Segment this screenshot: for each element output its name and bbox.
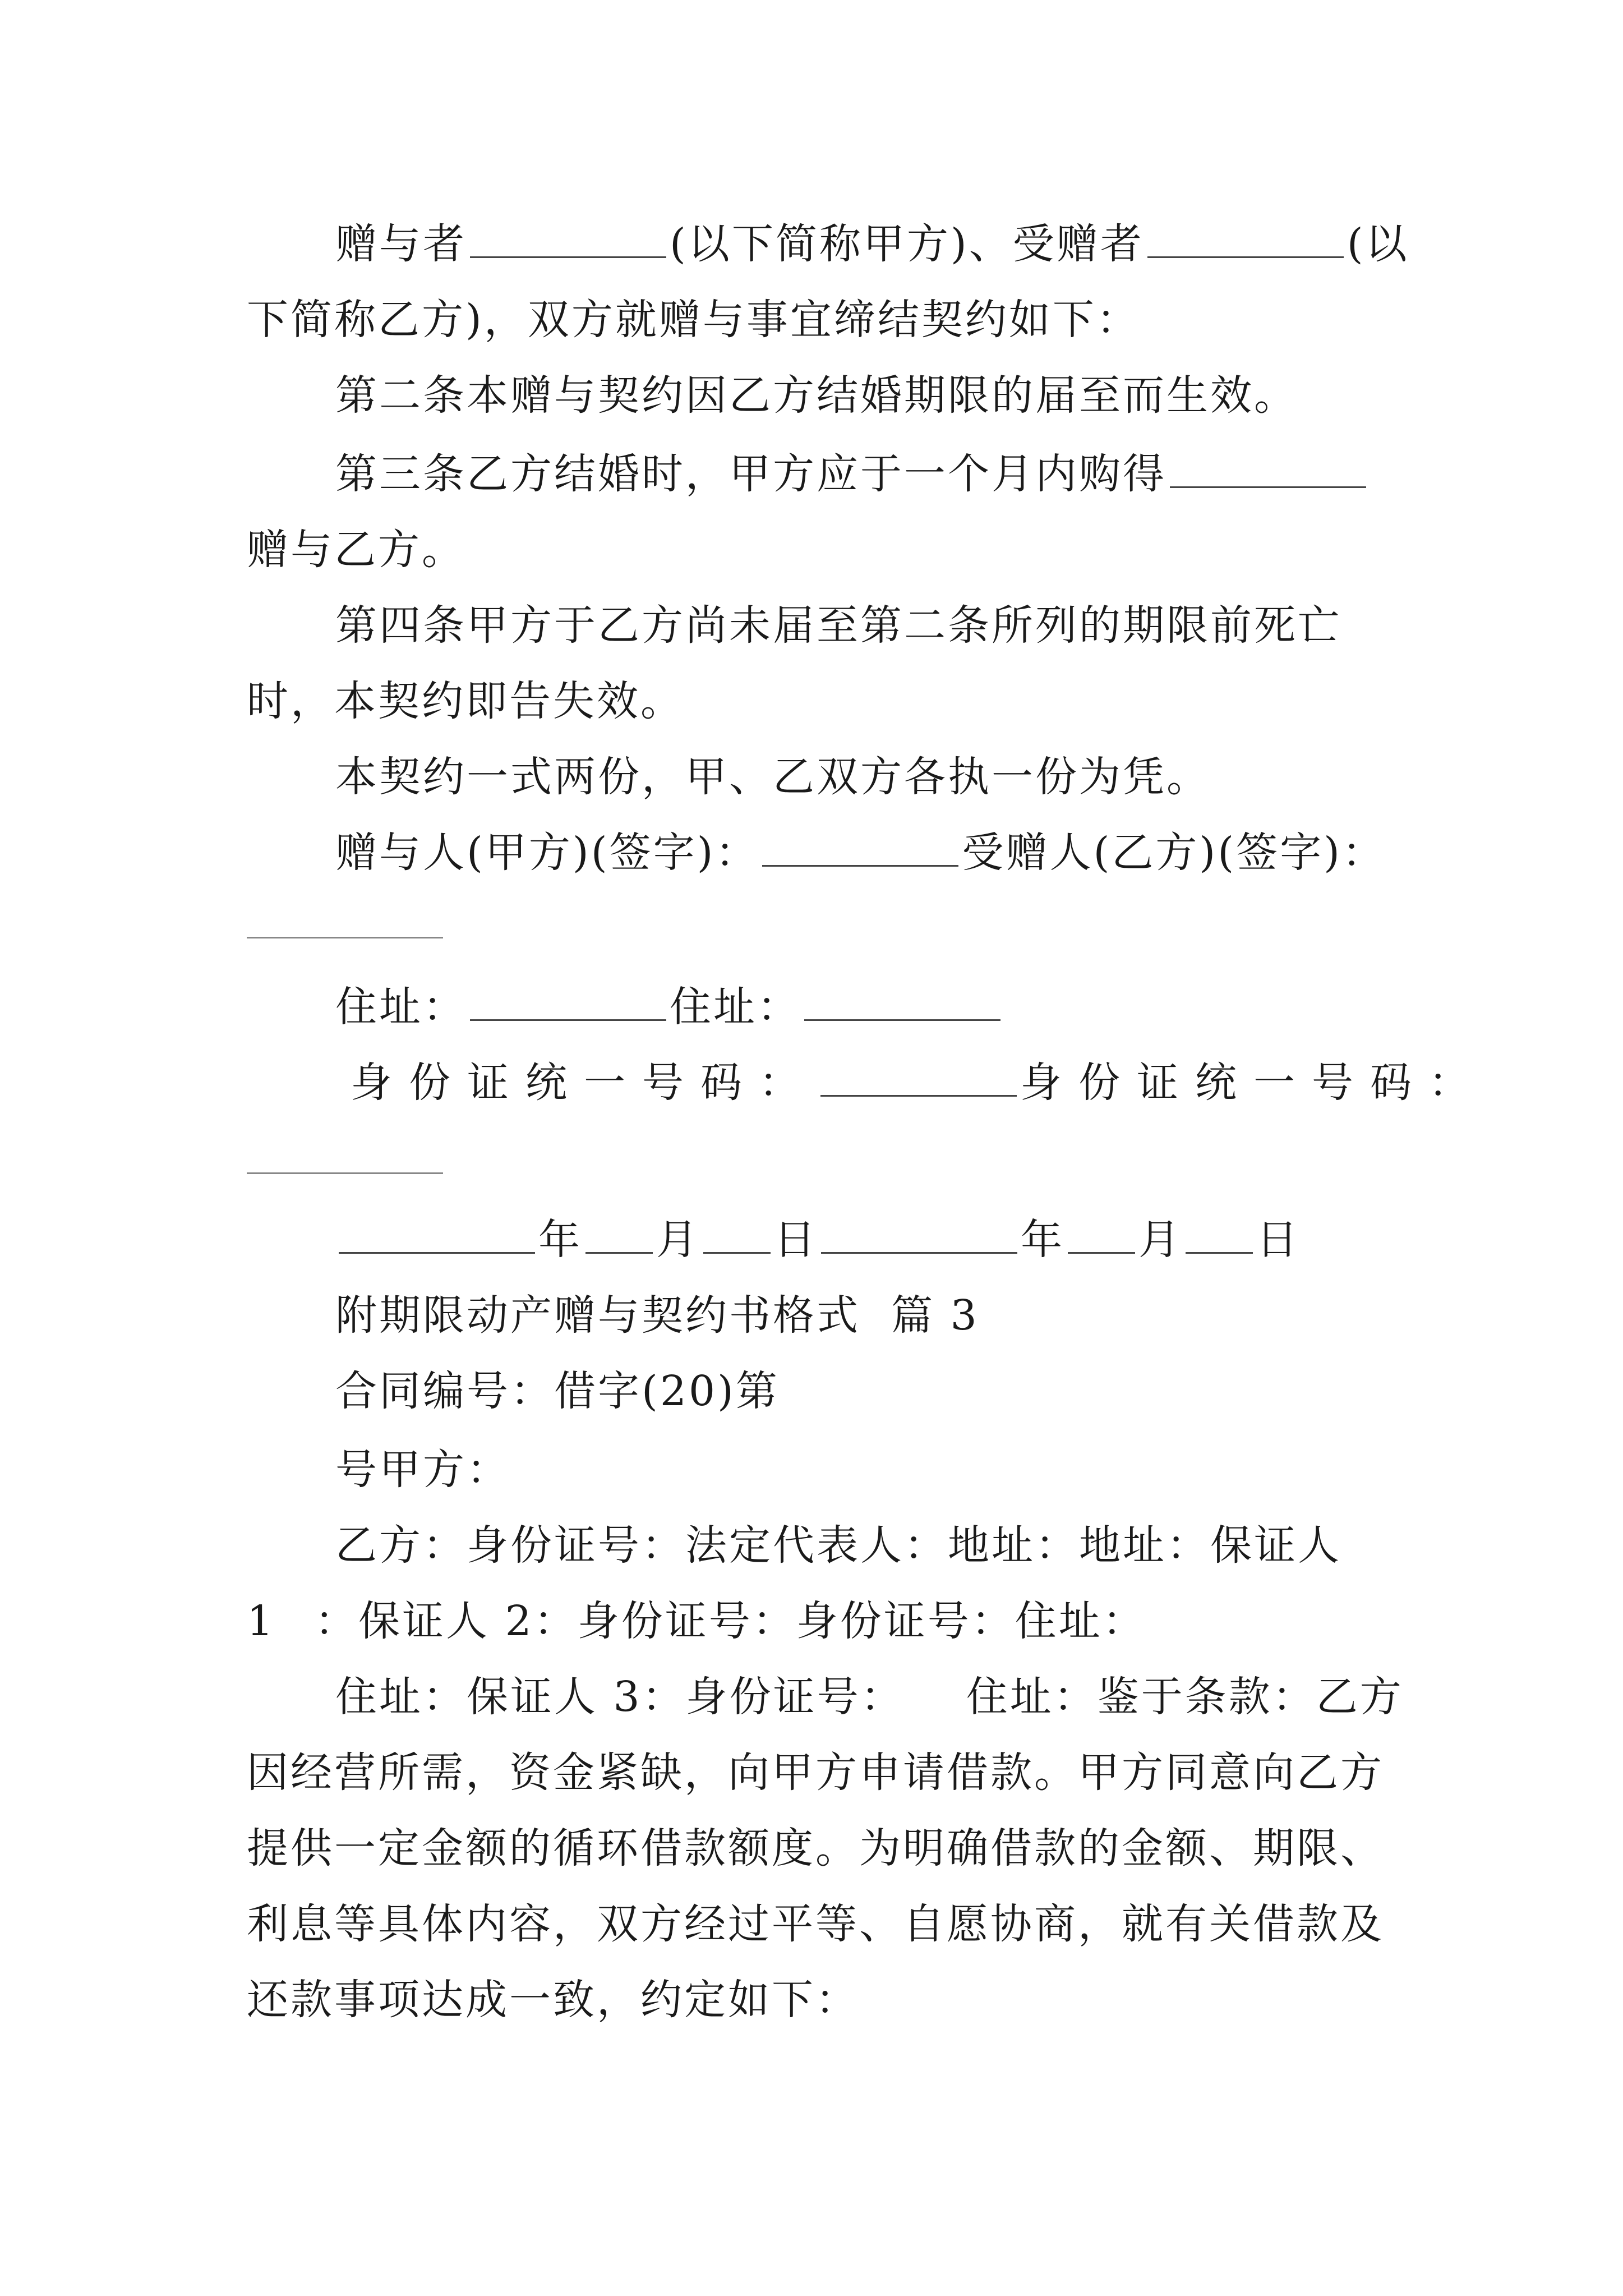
donor-signature-blank	[762, 826, 958, 867]
year-label: 年	[538, 1216, 582, 1264]
donee-address-label: 住址：	[670, 983, 801, 1031]
party-a: 号甲方：	[335, 1446, 510, 1494]
donor-address-label: 住址：	[335, 983, 467, 1031]
donee-blank	[1147, 217, 1344, 258]
donee-label: (以下简称甲方)、受赠者	[670, 220, 1144, 268]
donor-label: 赠与者	[335, 220, 467, 268]
donee-year-blank	[821, 1213, 1017, 1254]
year-label: 年	[1021, 1216, 1064, 1264]
party-b-line-1: 乙方：身份证号：法定代表人：地址：地址：保证人	[335, 1521, 1341, 1570]
signature-line	[335, 825, 1491, 881]
article-4-line-2: 时，本契约即告失效。	[247, 677, 684, 725]
article-3-line-2: 赠与乙方。	[247, 526, 465, 574]
month-label: 月	[1138, 1216, 1182, 1264]
donee-month-blank	[1068, 1213, 1135, 1254]
date-line	[335, 1212, 1491, 1268]
donor-year-blank	[339, 1213, 535, 1254]
article-2: 第二条本赠与契约因乙方结婚期限的届至而生效。	[335, 371, 1298, 420]
body-line-3: 提供一定金额的循环借款额度。为明确借款的金额、期限、	[247, 1824, 1384, 1872]
donee-signature-label: 受赠人(乙方)(签字)：	[962, 829, 1386, 877]
guarantor-text: ：保证人 2：身份证号：身份证号：住址：	[315, 1597, 1146, 1645]
party-b-line-2	[247, 1593, 1402, 1649]
address-line	[335, 979, 1491, 1035]
donor-blank	[470, 217, 666, 258]
article-3-line-1	[335, 446, 1491, 502]
body-line-2: 因经营所需，资金紧缺，向甲方申请借款。甲方同意向乙方	[247, 1749, 1384, 1797]
donee-signature-blank	[247, 937, 443, 938]
donor-signature-label: 赠与人(甲方)(签字)：	[335, 829, 759, 877]
body-line-4: 利息等具体内容，双方经过平等、自愿协商，就有关借款及	[247, 1900, 1384, 1948]
donee-id-blank	[247, 1172, 443, 1174]
contract-number: 合同编号：借字(20)第	[335, 1367, 780, 1415]
intro-line-2: 下简称乙方)，双方就赠与事宜缔结契约如下：	[247, 296, 1140, 344]
donee-day-blank	[1186, 1213, 1253, 1254]
donor-id-label: 身份证统一号码：	[351, 1059, 817, 1107]
donor-month-blank	[585, 1213, 653, 1254]
article-4-line-1: 第四条甲方于乙方尚未届至第二条所列的期限前死亡	[335, 601, 1341, 650]
article-3-text: 第三条乙方结婚时，甲方应于一个月内购得	[335, 450, 1166, 498]
intro-line-1	[335, 216, 1491, 272]
month-label: 月	[656, 1216, 700, 1264]
article-3-blank	[1170, 447, 1366, 488]
copies-clause: 本契约一式两份，甲、乙双方各执一份为凭。	[335, 753, 1210, 801]
donor-day-blank	[703, 1213, 771, 1254]
body-line-5: 还款事项达成一致，约定如下：	[247, 1976, 859, 2024]
guarantor-number: 1	[247, 1597, 276, 1645]
id-code-line	[351, 1055, 1506, 1111]
intro-text-tail: (以	[1347, 220, 1409, 268]
donee-id-label: 身份证统一号码：	[1020, 1059, 1487, 1107]
day-label: 日	[774, 1216, 818, 1264]
donee-address-blank	[804, 980, 1000, 1021]
day-label: 日	[1256, 1216, 1300, 1264]
donor-id-blank	[820, 1056, 1017, 1097]
body-line-1: 住址：保证人 3：身份证号： 住址：鉴于条款：乙方	[335, 1673, 1404, 1721]
section-heading: 附期限动产赠与契约书格式 篇 3	[335, 1291, 979, 1340]
donor-address-blank	[470, 980, 666, 1021]
